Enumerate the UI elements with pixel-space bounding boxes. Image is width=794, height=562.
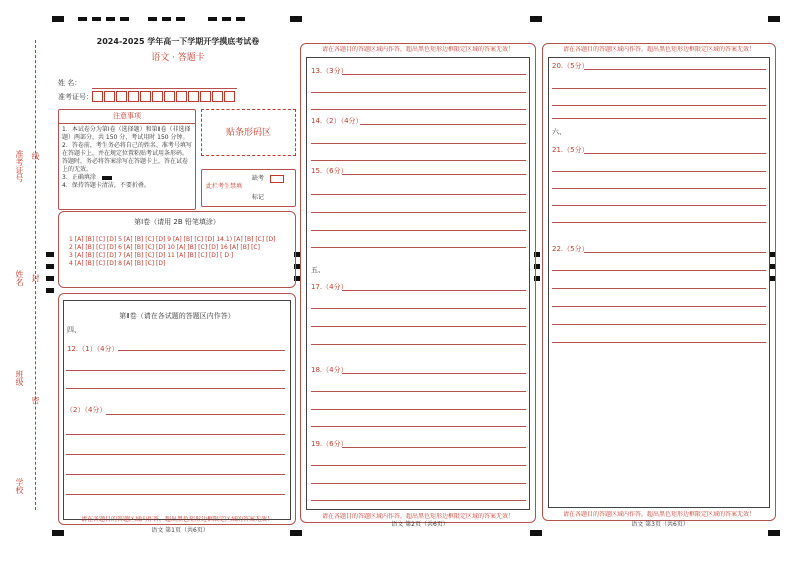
id-box[interactable] <box>200 91 211 102</box>
registration-mark <box>236 17 245 21</box>
answer-line[interactable] <box>552 105 766 106</box>
page-footer-2: 语文 第2页（共6页） <box>391 521 449 528</box>
answer-line[interactable] <box>311 194 526 195</box>
id-box[interactable] <box>164 91 175 102</box>
side-label-secret: 密 <box>31 396 40 404</box>
answer-line[interactable] <box>311 483 526 484</box>
part1-box <box>58 211 296 288</box>
registration-mark <box>768 16 780 22</box>
part2-title: 第Ⅱ卷（请在各试题的答题区内作答） <box>119 312 235 320</box>
question-13: 13.（3分） <box>311 67 348 75</box>
id-boxes[interactable] <box>92 91 236 102</box>
answer-line[interactable] <box>311 308 526 309</box>
warning-text: 请在各题目的答题区域内作答，超出黑色矩形边框限定区域的答案无效！ <box>80 516 273 523</box>
question-12-1: 12.（1）（4分） <box>67 345 119 353</box>
registration-mark <box>162 17 171 21</box>
answer-line[interactable] <box>552 270 766 271</box>
answer-line[interactable] <box>66 494 285 495</box>
answer-line[interactable] <box>584 69 766 70</box>
id-label: 准考证号： <box>58 93 93 101</box>
name-label: 姓 名： <box>58 79 82 87</box>
answer-line[interactable] <box>311 212 526 213</box>
fill-sample-icon <box>102 176 112 180</box>
question-18: 18.（4分） <box>311 366 348 374</box>
id-box[interactable] <box>140 91 151 102</box>
answer-line[interactable] <box>311 230 526 231</box>
notice-item-fill <box>59 174 195 182</box>
registration-mark <box>106 17 115 21</box>
exam-subtitle: 语文 · 答题卡 <box>151 53 205 63</box>
answer-line[interactable] <box>342 447 526 448</box>
id-box[interactable] <box>176 91 187 102</box>
registration-mark <box>46 252 54 257</box>
warning-text: 请在各题目的答题区域内作答，超出黑色矩形边框限定区域的答案无效！ <box>562 46 755 53</box>
choice-row[interactable]: 4 [A] [B] [C] [D] 8 [A] [B] [C] [D] <box>69 260 166 267</box>
answer-line[interactable] <box>311 344 526 345</box>
warning-text: 请在各题目的答题区域内作答，超出黑色矩形边框限定区域的答案无效！ <box>562 511 755 518</box>
exam-title: 2024-2025 学年高一下学期开学摸底考试卷 <box>96 37 260 46</box>
notice-item: 4．保持答题卡清洁，不要折叠。 <box>62 182 150 189</box>
answer-line[interactable] <box>66 454 285 455</box>
answer-line[interactable] <box>552 188 766 189</box>
answer-line[interactable] <box>552 288 766 289</box>
choice-row[interactable]: 1 [A] [B] [C] [D] 5 [A] [B] [C] [D] 9 [A] [B] [C] [D] 14.1) [A] [B] [C] [D] <box>69 236 276 243</box>
section-six: 六、 <box>552 128 566 136</box>
absent-box <box>201 169 296 207</box>
id-box[interactable] <box>152 91 163 102</box>
warning-text: 请在各题目的答题区域内作答，超出黑色矩形边框限定区域的答案无效！ <box>321 46 514 53</box>
answer-line[interactable] <box>552 118 766 119</box>
registration-mark <box>46 276 54 281</box>
answer-inner-col3 <box>548 57 770 508</box>
registration-mark <box>46 288 54 293</box>
answer-line[interactable] <box>311 143 526 144</box>
registration-mark <box>148 17 157 21</box>
absent-missing: 缺考 <box>252 175 265 182</box>
registration-mark <box>52 530 64 536</box>
side-label-line: 线 <box>31 152 40 160</box>
notice-box <box>58 109 196 210</box>
question-15: 15.（6分） <box>311 167 348 175</box>
id-box[interactable] <box>224 91 235 102</box>
question-17: 17.（4分） <box>311 283 348 291</box>
answer-line[interactable] <box>342 373 526 374</box>
registration-mark <box>78 17 87 21</box>
side-label-school: 学校 <box>15 478 24 494</box>
answer-line[interactable] <box>552 171 766 172</box>
answer-line[interactable] <box>311 426 526 427</box>
answer-line[interactable] <box>552 88 766 89</box>
id-box[interactable] <box>212 91 223 102</box>
side-label-class: 班级 <box>15 370 24 386</box>
registration-mark <box>290 530 302 536</box>
answer-panel-col3 <box>542 43 776 521</box>
answer-line[interactable] <box>106 414 285 415</box>
registration-mark <box>92 17 101 21</box>
warning-text: 请在各题目的答题区域内作答，超出黑色矩形边框限定区域的答案无效！ <box>321 513 514 520</box>
choice-row[interactable]: 3 [A] [B] [C] [D] 7 [A] [B] [C] [D] 11 [A] [B] [C] [D] [ D ] <box>69 252 234 259</box>
registration-mark <box>222 17 231 21</box>
id-box[interactable] <box>92 91 103 102</box>
notice-item: 1．本试卷分为第Ⅰ卷（选择题）和第Ⅱ卷（非选择题）两部分，共 150 分，考试用时 150 分钟。 <box>62 126 191 141</box>
question-21: 21.（5分） <box>552 146 589 154</box>
page-footer-3: 语文 第3页（共6页） <box>631 521 689 528</box>
answer-line[interactable] <box>552 205 766 206</box>
answer-line[interactable] <box>311 109 526 110</box>
answer-line[interactable] <box>311 391 526 392</box>
answer-line[interactable] <box>552 324 766 325</box>
answer-line[interactable] <box>311 92 526 93</box>
section-four: 四、 <box>67 326 81 334</box>
registration-mark <box>768 530 780 536</box>
answer-line[interactable] <box>311 500 526 501</box>
notice-item: 2．答卷前，考生务必将自己的姓名、准考号填写在答题卡上，并在规定位置粘贴考试用条形码。答题时，务必将答案涂写在答题卡上，答在试卷上的无效。 <box>62 142 192 173</box>
registration-mark <box>176 17 185 21</box>
id-box[interactable] <box>128 91 139 102</box>
choice-grid[interactable] <box>69 236 295 268</box>
registration-mark <box>208 17 217 21</box>
answer-line[interactable] <box>342 74 526 75</box>
side-label-seal: 封 <box>31 274 40 282</box>
answer-line[interactable] <box>584 153 766 154</box>
id-box[interactable] <box>116 91 127 102</box>
answer-line[interactable] <box>66 370 285 371</box>
registration-mark <box>46 264 54 269</box>
answer-line[interactable] <box>552 306 766 307</box>
question-12-2: （2）（4分） <box>66 406 107 414</box>
answer-line[interactable] <box>311 409 526 410</box>
question-19: 19.（6分） <box>311 440 348 448</box>
answer-line[interactable] <box>311 160 526 161</box>
answer-line[interactable] <box>584 252 766 253</box>
answer-line[interactable] <box>311 465 526 466</box>
registration-mark <box>530 16 542 22</box>
registration-mark <box>52 16 64 22</box>
id-box[interactable] <box>104 91 115 102</box>
barcode-area <box>201 109 296 156</box>
answer-line[interactable] <box>311 326 526 327</box>
answer-line[interactable] <box>552 222 766 223</box>
page-footer-1: 语文 第1页（共6页） <box>151 527 209 534</box>
part1-title: 第Ⅰ卷（请用 2B 铅笔填涂） <box>134 218 220 226</box>
answer-line[interactable] <box>552 342 766 343</box>
absent-label: 此栏考生禁填 <box>206 183 243 190</box>
answer-line[interactable] <box>66 474 285 475</box>
side-label-name: 姓名 <box>15 270 24 286</box>
question-20: 20.（5分） <box>552 62 589 70</box>
answer-line[interactable] <box>342 174 526 175</box>
barcode-label: 贴条形码区 <box>225 128 271 138</box>
name-field[interactable] <box>92 88 237 89</box>
registration-mark <box>120 17 129 21</box>
notice-title: 注意事项 <box>113 112 141 120</box>
id-box[interactable] <box>188 91 199 102</box>
absent-checkbox[interactable] <box>270 175 284 183</box>
question-14: 14.（2）（4分） <box>311 117 363 125</box>
answer-line[interactable] <box>342 290 526 291</box>
registration-mark <box>530 530 542 536</box>
answer-line[interactable] <box>66 388 285 389</box>
side-label-id: 准考证号 <box>15 150 24 182</box>
registration-mark <box>290 16 302 22</box>
answer-line[interactable] <box>118 350 285 351</box>
answer-line[interactable] <box>311 247 526 248</box>
choice-row[interactable]: 2 [A] [B] [C] [D] 6 [A] [B] [C] [D] 10 [A] [B] [C] [D] 16 [A] [B] [C] <box>69 244 260 251</box>
question-22: 22.（5分） <box>552 245 589 253</box>
answer-line[interactable] <box>360 124 526 125</box>
section-five: 五、 <box>311 266 325 274</box>
notice-item: 3．正确填涂 <box>62 174 96 181</box>
answer-line[interactable] <box>66 434 285 435</box>
absent-mark: 标记 <box>252 194 265 201</box>
